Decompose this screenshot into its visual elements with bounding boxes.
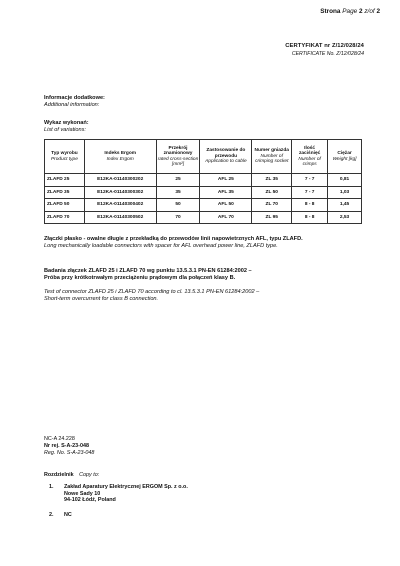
- test-line-2-en: Short-term overcurrent for class B connection.: [44, 296, 159, 302]
- cell-weight: 2,53: [328, 211, 362, 224]
- page-label-en: Page: [342, 8, 358, 15]
- test-line-2: Próba przy krótkotrwałym przeciążeniu prądowym dla połączeń klasy B.: [44, 275, 236, 281]
- cell-index: E12KA-01140300502: [84, 211, 156, 224]
- cell-product-type: ZLAFD 50: [45, 199, 85, 212]
- cell-application: AFL 25: [200, 174, 252, 187]
- variations-heading: [44, 120, 89, 133]
- col-header-index: Indeks Ergom Index Ergom: [84, 140, 156, 174]
- cell-product-type: ZLAFD 70: [45, 211, 85, 224]
- col-header-application: Zastosowanie do przewodu Application to cable: [200, 140, 252, 174]
- cell-socket: ZL 50: [252, 186, 292, 199]
- distribution-item: [64, 484, 188, 504]
- cell-application: AFL 35: [200, 186, 252, 199]
- certificate-number: CERTYFIKAT nr Z/12/028/24: [285, 43, 364, 49]
- cell-crimps: 7 - 7: [292, 174, 328, 187]
- distribution-item: [64, 512, 72, 519]
- table-row: [45, 174, 362, 187]
- description-pl: Złączki płasko - owalne długie z przekładką do przewodów linii napowietrznych AFL, typu ZLAFD.: [44, 236, 303, 242]
- cell-application: AFL 50: [200, 199, 252, 212]
- certificate-number-block: [285, 43, 364, 58]
- table-row: [45, 199, 362, 212]
- col-header-weight: Ciężar Weight [kg]: [328, 140, 362, 174]
- recipient-street: Nowe Sady 10: [64, 490, 101, 497]
- product-description: [44, 236, 364, 250]
- cell-socket: ZL 35: [252, 174, 292, 187]
- cell-cross-section: 70: [156, 211, 200, 224]
- test-line-1-en: Test of connector ZLAFD 25 i ZLAFD 70 according to cl. 13.5.3.1 PN-EN 61284:2002 –: [44, 289, 260, 295]
- table-header-row: [45, 140, 362, 174]
- cell-cross-section: 25: [156, 174, 200, 187]
- reference-numbers: [44, 436, 94, 456]
- recipient-name: Zakład Aparatury Elektrycznej ERGOM Sp. z o.o.: [64, 484, 188, 490]
- distribution-item-number: 2.: [49, 512, 54, 518]
- test-line-1: Badania złączek ZLAFD 25 i ZLAFD 70 wg punktu 13.5.3.1 PN-EN 61284:2002 –: [44, 268, 252, 274]
- cell-weight: 1,45: [328, 199, 362, 212]
- distribution-item-number: 1.: [49, 484, 54, 490]
- nc-reference: NC-A 24.228: [44, 436, 75, 442]
- cell-cross-section: 35: [156, 186, 200, 199]
- cell-cross-section: 50: [156, 199, 200, 212]
- variations-title-en: List of variations:: [44, 126, 86, 133]
- cell-socket: ZL 95: [252, 211, 292, 224]
- distribution-label: Rozdzielnik: [44, 472, 74, 478]
- recipient-city: 94-102 Łódź, Poland: [64, 497, 116, 504]
- table-row: [45, 186, 362, 199]
- table-row: [45, 211, 362, 224]
- test-description: [44, 268, 364, 303]
- col-header-cross-section: Przekrój znamionowy rated cross-section [mm²]: [156, 140, 200, 174]
- cell-socket: ZL 70: [252, 199, 292, 212]
- cell-application: AFL 70: [200, 211, 252, 224]
- description-en: Long mechanically loadable connectors with spacer for AFL overhead power line, ZLAFD type.: [44, 243, 278, 249]
- certificate-number-en: CERTIFICATE No. Z/12/028/24: [291, 50, 364, 57]
- distribution-heading: [44, 472, 99, 478]
- cell-weight: 0,81: [328, 174, 362, 187]
- col-header-product-type: Typ wyrobu Product type: [45, 140, 85, 174]
- cell-crimps: 8 - 8: [292, 199, 328, 212]
- cell-index: E12KA-01140300202: [84, 174, 156, 187]
- cell-product-type: ZLAFD 35: [45, 186, 85, 199]
- cell-weight: 1,03: [328, 186, 362, 199]
- additional-info-title-en: Additional information:: [44, 101, 100, 108]
- page-current: 2: [359, 8, 363, 15]
- page-label: Strona: [320, 8, 341, 15]
- cell-crimps: 8 - 8: [292, 211, 328, 224]
- col-header-crimps: Ilość zaciśnięć Number of crimps: [292, 140, 328, 174]
- additional-info-heading: [44, 95, 105, 108]
- cell-index: E12KA-01140300402: [84, 199, 156, 212]
- page-total: 2: [376, 8, 380, 15]
- recipient-name: NC: [64, 512, 72, 518]
- registration-number: Nr rej. S-A-23-048: [44, 442, 89, 449]
- col-header-socket: Numer gniazda Number of crimping socket: [252, 140, 292, 174]
- cell-product-type: ZLAFD 25: [45, 174, 85, 187]
- additional-info-title: Informacje dodatkowe:: [44, 95, 105, 101]
- page-indicator: [320, 8, 380, 15]
- variations-table: [44, 139, 362, 224]
- cell-index: E12KA-01140300302: [84, 186, 156, 199]
- registration-number-en: Reg. No. S-A-23-048: [44, 449, 95, 456]
- page-of-label: z/of: [364, 8, 375, 15]
- cell-crimps: 7 - 7: [292, 186, 328, 199]
- variations-title: Wykaz wykonań:: [44, 120, 89, 126]
- distribution-label-en: Copy to:: [79, 472, 100, 478]
